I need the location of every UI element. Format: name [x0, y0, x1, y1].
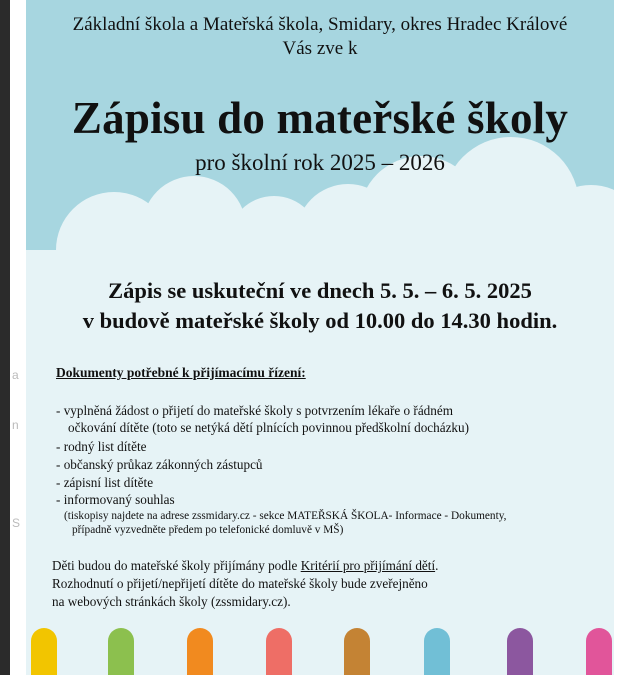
document-item-continued: očkování dítěte (toto se netýká dětí plnících povinnou předškolní docházku): [68, 420, 470, 435]
invitation-text: Vás zve k: [282, 38, 358, 59]
pencil-icon: [344, 628, 370, 675]
pencil-icon: [424, 628, 450, 675]
criteria-link[interactable]: Kritérií pro přijímání dětí: [300, 558, 436, 573]
enrollment-time-place: v budově mateřské školy od 10.00 do 14.30 hodin.: [82, 308, 558, 333]
right-margin: [614, 0, 629, 675]
pencil-icon: [586, 628, 612, 675]
document-item: - zápisní list dítěte: [56, 475, 154, 490]
forms-note-continued: případně vyzvedněte předem po telefonické domluvě v MŠ): [72, 524, 344, 536]
pencil-icon: [187, 628, 213, 675]
decision-statement: Rozhodnutí o přijetí/nepřijetí dítěte do mateřské školy bude zveřejněno: [52, 576, 428, 591]
edge-text-fragment: S: [12, 516, 21, 530]
criteria-prefix: Děti budou do mateřské školy přijímány podle: [52, 558, 301, 573]
document-item: - vyplněná žádost o přijetí do mateřské školy s potvrzením lékaře o řádném: [56, 403, 453, 418]
pencil-icon: [108, 628, 134, 675]
criteria-suffix: .: [435, 558, 439, 573]
pencil-icon: [31, 628, 57, 675]
decision-statement-continued: na webových stránkách školy (zssmidary.cz).: [52, 594, 291, 609]
enrollment-dates: Zápis se uskuteční ve dnech 5. 5. – 6. 5. 2025: [108, 278, 532, 303]
document-item: - občanský průkaz zákonných zástupců: [56, 457, 263, 472]
forms-note: (tiskopisy najdete na adrese zssmidary.cz - sekce MATEŘSKÁ ŠKOLA- Informace - Dokumenty,: [64, 510, 507, 522]
pencil-row: [26, 628, 614, 675]
school-year: pro školní rok 2025 – 2026: [195, 150, 445, 175]
poster-title: Zápisu do mateřské školy: [71, 93, 569, 143]
left-margin: [10, 0, 26, 675]
criteria-statement: [52, 558, 438, 574]
pencil-icon: [507, 628, 533, 675]
edge-text-fragment: a: [12, 368, 19, 382]
document-item: - rodný list dítěte: [56, 439, 147, 454]
document-item: - informovaný souhlas: [56, 492, 175, 507]
poster: [26, 0, 614, 675]
edge-text-fragment: n: [12, 418, 19, 432]
school-name: Základní škola a Mateřská škola, Smidary, okres Hradec Králové: [72, 14, 568, 35]
left-window-edge: [0, 0, 10, 675]
pencil-icon: [266, 628, 292, 675]
documents-heading: Dokumenty potřebné k přijímacímu řízení:: [56, 365, 306, 380]
